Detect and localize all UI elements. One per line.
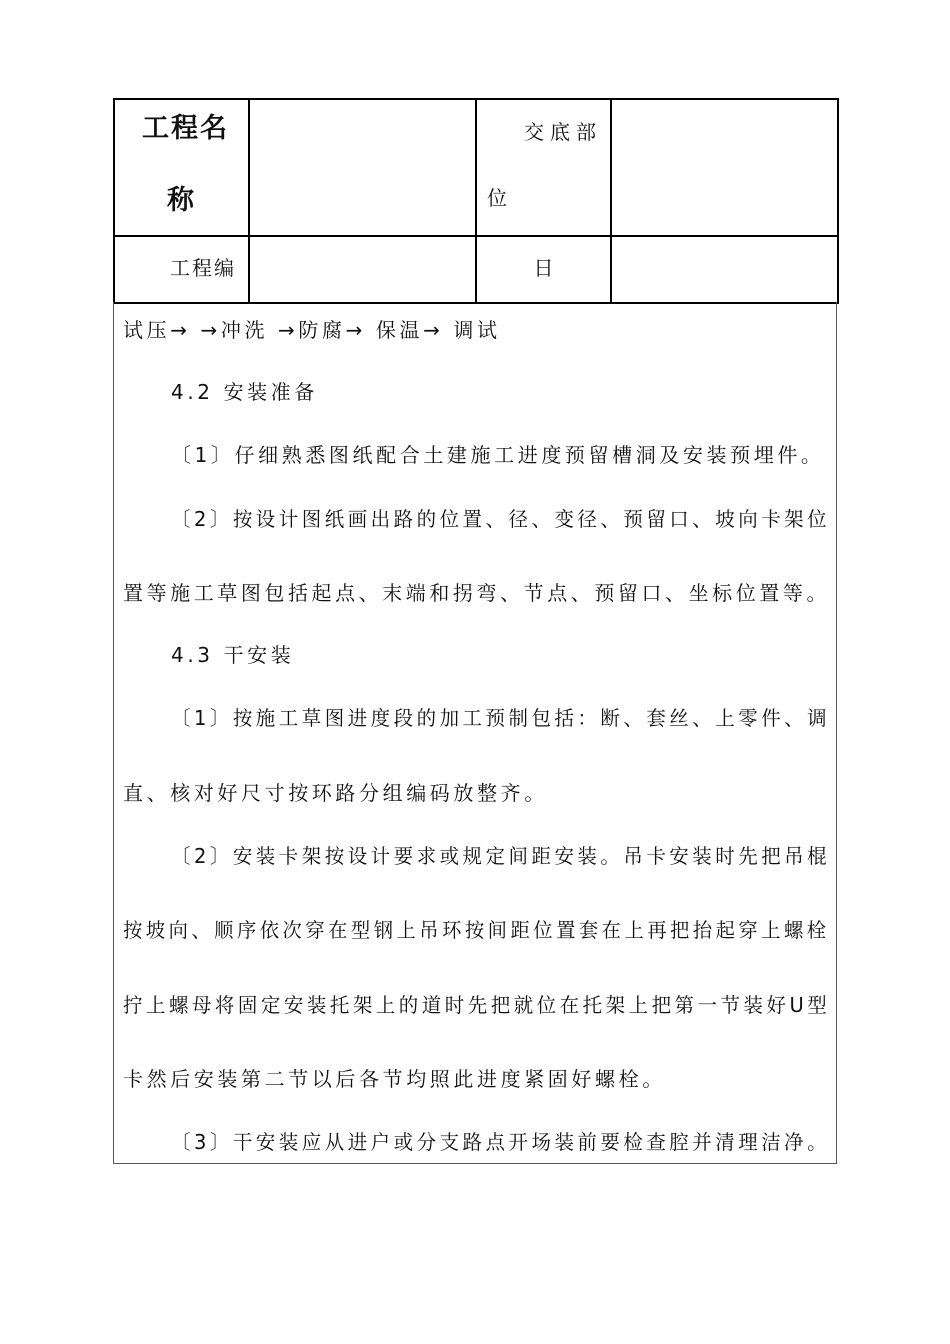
project-name-label-cell: [114, 99, 249, 236]
part-label-line2: 位: [487, 186, 513, 210]
paragraph-line: 拧上螺母将固定安装托架上的道时先把就位在托架上把第一节装好U型: [123, 993, 831, 1017]
project-name-label-line2: 称: [167, 185, 196, 216]
project-name-value-cell[interactable]: [249, 99, 476, 236]
disclosure-content: [113, 302, 837, 1164]
paragraph-line: 〔2〕安装卡架按设计要求或规定间距安装。吊卡安装时先把吊棍: [171, 844, 831, 868]
section-heading-4-3: 4.3 干安装: [171, 643, 295, 667]
project-code-label: 工程编: [114, 236, 249, 303]
part-label-cell: [476, 99, 611, 236]
paragraph-line: 按坡向、顺序依次穿在型钢上吊环按间距位置套在上再把抬起穿上螺栓: [123, 918, 830, 942]
technical-disclosure-sheet: [113, 98, 837, 1164]
project-code-value-cell[interactable]: [249, 236, 476, 303]
paragraph-line: 卡然后安装第二节以后各节均照此进度紧固好螺栓。: [123, 1067, 666, 1091]
process-flow-line: 试压→ →冲洗 →防腐→ 保温→ 调试: [123, 318, 501, 342]
date-value-cell[interactable]: [611, 236, 838, 303]
header-table: [113, 98, 839, 304]
project-name-label-line1: 工程名: [142, 113, 229, 144]
part-label-line1: 交底部: [524, 120, 602, 144]
paragraph-line: 〔1〕按施工草图进度段的加工预制包括：断、套丝、上零件、调: [171, 706, 831, 730]
paragraph-line: 〔2〕按设计图纸画出路的位置、径、变径、预留口、坡向卡架位: [171, 507, 831, 531]
paragraph-line: 〔1〕仔细熟悉图纸配合土建施工进度预留槽洞及安装预埋件。: [171, 443, 825, 467]
date-label: 日: [476, 236, 611, 303]
part-value-cell[interactable]: [611, 99, 838, 236]
paragraph-line: 直、核对好尺寸按环路分组编码放整齐。: [123, 781, 548, 805]
paragraph-line: 〔3〕干安装应从进户或分支路点开场装前要检查腔并清理洁净。: [171, 1130, 831, 1154]
paragraph-line: 置等施工草图包括起点、末端和拐弯、节点、预留口、坐标位置等。: [123, 581, 831, 605]
section-heading-4-2: 4.2 安装准备: [171, 380, 318, 404]
